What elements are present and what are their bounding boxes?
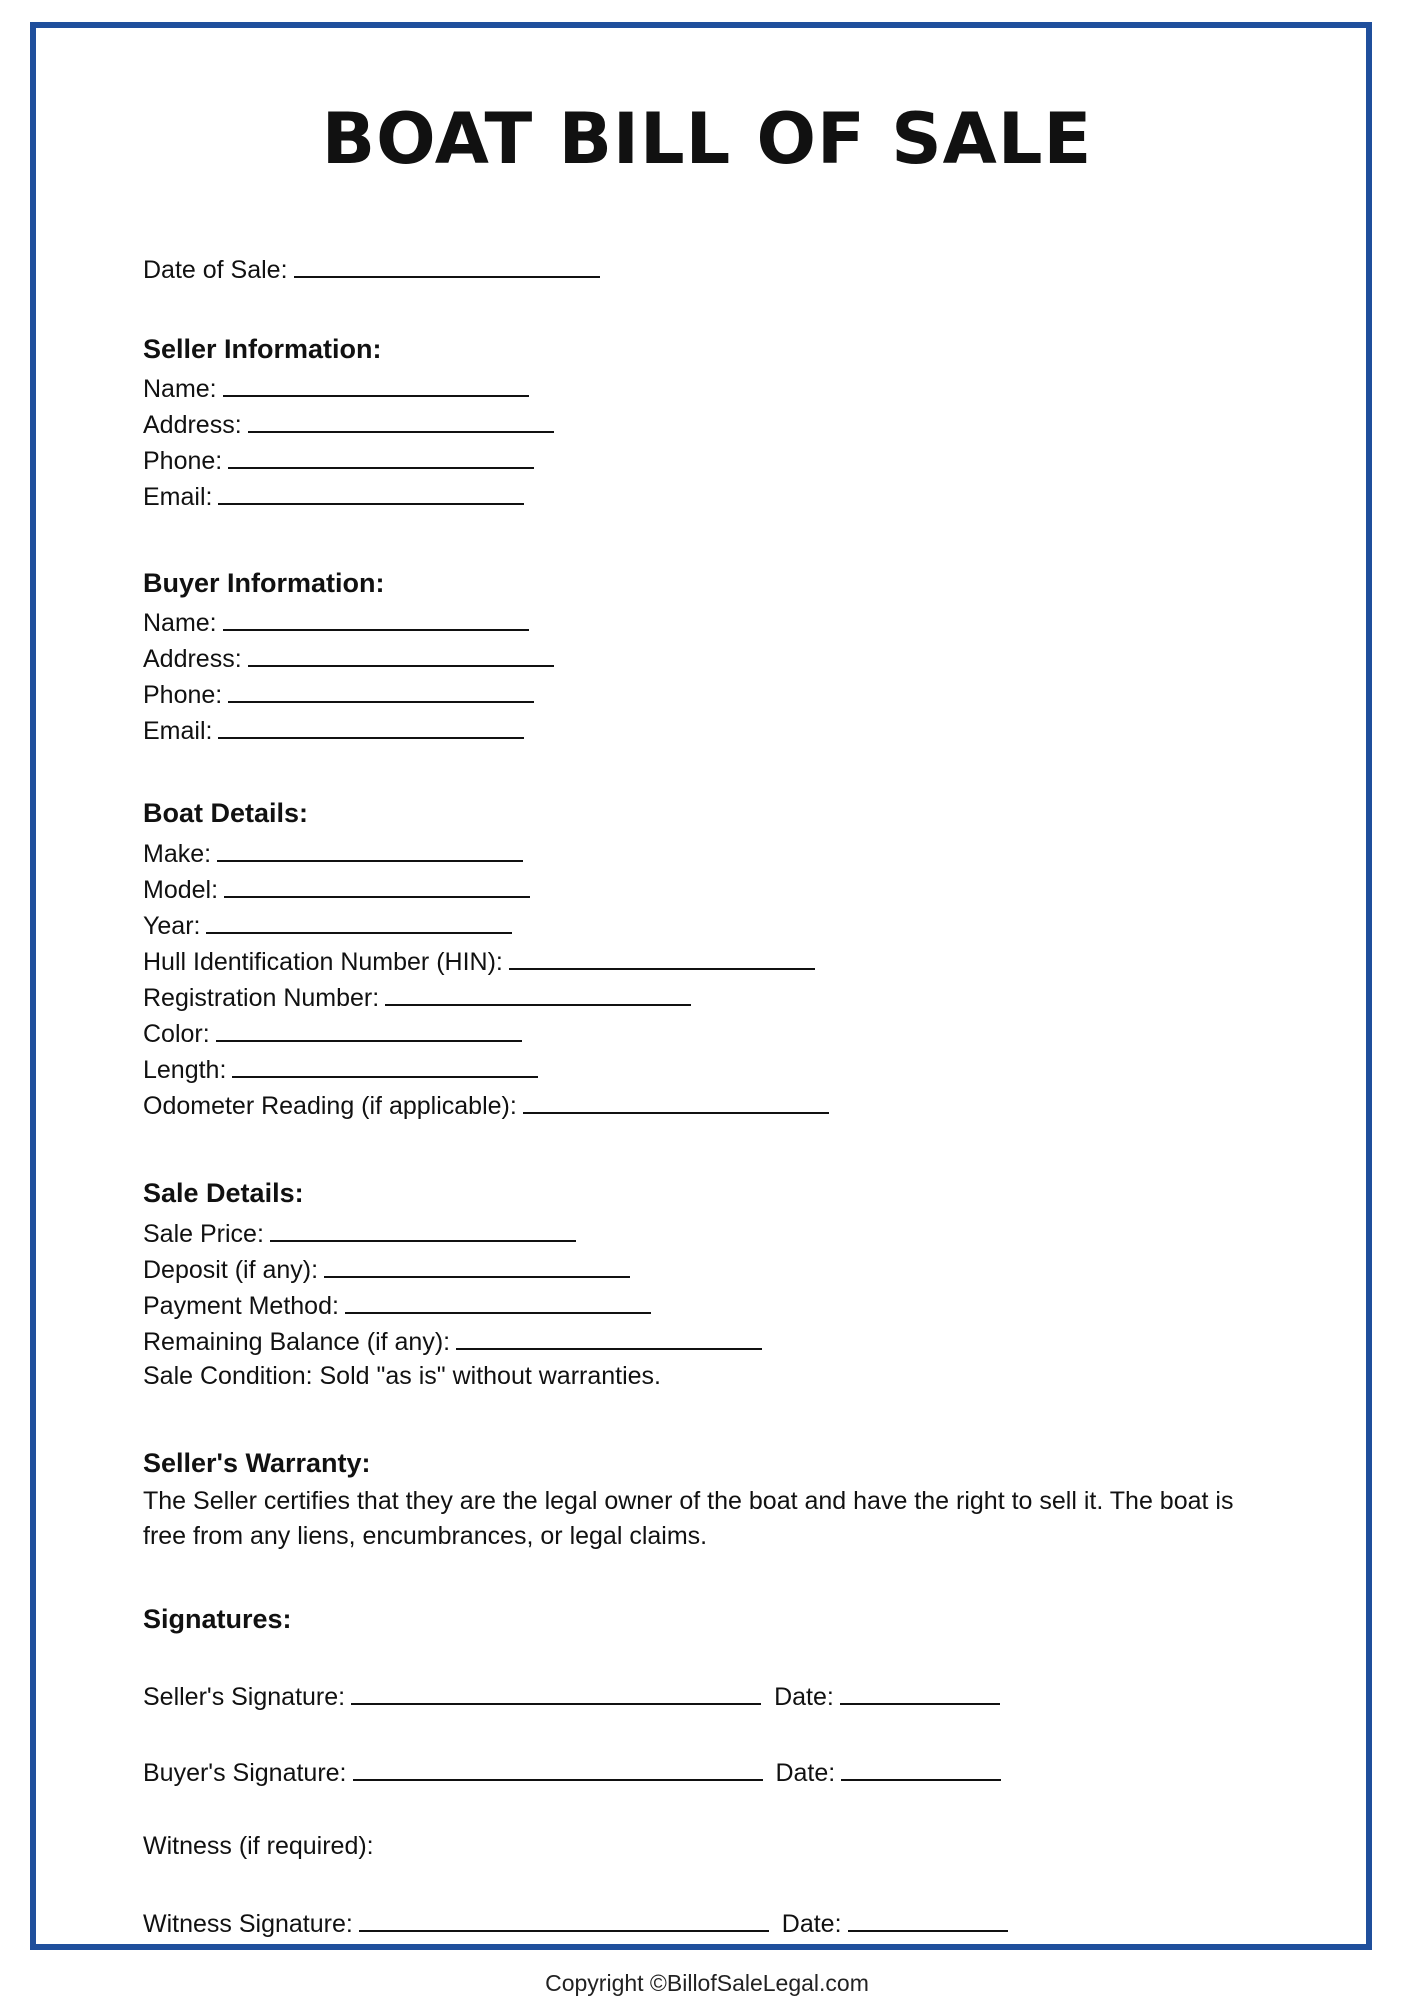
- seller-address-label: Address:: [143, 411, 242, 439]
- boat-year-field[interactable]: [206, 910, 512, 934]
- sale-deposit-label: Deposit (if any):: [143, 1256, 319, 1284]
- boat-hin-field[interactable]: [509, 946, 815, 970]
- seller-email-label: Email:: [143, 483, 213, 511]
- boat-model-label: Model:: [143, 876, 219, 904]
- boat-hin-row: [143, 946, 815, 977]
- boat-odometer-label: Odometer Reading (if applicable):: [143, 1092, 517, 1120]
- buyer-name-field[interactable]: [223, 607, 529, 631]
- seller-name-field[interactable]: [223, 373, 529, 397]
- seller-signature-label: Seller's Signature:: [143, 1683, 346, 1711]
- sale-price-row: [143, 1218, 576, 1249]
- buyer-address-row: [143, 643, 554, 674]
- sale-balance-row: [143, 1326, 762, 1357]
- buyer-date-field[interactable]: [841, 1757, 1001, 1781]
- buyer-signature-field[interactable]: [353, 1757, 763, 1781]
- seller-date-label: Date:: [774, 1683, 834, 1711]
- boat-year-label: Year:: [143, 912, 201, 940]
- sale-price-field[interactable]: [270, 1218, 576, 1242]
- witness-signature-field[interactable]: [359, 1908, 769, 1932]
- seller-phone-row: [143, 445, 534, 476]
- seller-email-row: [143, 481, 524, 512]
- buyer-email-field[interactable]: [218, 715, 524, 739]
- seller-heading: Seller Information:: [143, 334, 382, 364]
- buyer-heading: Buyer Information:: [143, 568, 385, 598]
- sale-condition: Sale Condition: Sold "as is" without warranties.: [143, 1362, 662, 1390]
- sale-heading: Sale Details:: [143, 1178, 304, 1208]
- warranty-text: The Seller certifies that they are the legal owner of the boat and have the right to sell it. The boat is free from any liens, encumbrances, or legal claims.: [143, 1487, 1234, 1550]
- buyer-phone-field[interactable]: [228, 679, 534, 703]
- boat-heading: Boat Details:: [143, 798, 309, 828]
- sale-deposit-field[interactable]: [324, 1254, 630, 1278]
- sale-payment-field[interactable]: [345, 1290, 651, 1314]
- seller-signature-row: [143, 1681, 1000, 1712]
- sale-balance-label: Remaining Balance (if any):: [143, 1328, 451, 1356]
- warranty-heading: Seller's Warranty:: [143, 1448, 371, 1478]
- witness-note: Witness (if required):: [143, 1832, 374, 1860]
- seller-name-label: Name:: [143, 375, 217, 403]
- buyer-signature-label: Buyer's Signature:: [143, 1759, 347, 1787]
- seller-date-field[interactable]: [840, 1681, 1000, 1705]
- date-of-sale-label: Date of Sale:: [143, 256, 288, 284]
- witness-date-field[interactable]: [848, 1908, 1008, 1932]
- boat-registration-row: [143, 982, 691, 1013]
- boat-color-label: Color:: [143, 1020, 210, 1048]
- copyright-footer: Copyright ©BillofSaleLegal.com: [545, 1970, 869, 1996]
- document-title: BOAT BILL OF SALE: [321, 98, 1093, 180]
- boat-make-label: Make:: [143, 840, 212, 868]
- buyer-signature-row: [143, 1757, 1001, 1788]
- buyer-name-label: Name:: [143, 609, 217, 637]
- boat-odometer-field[interactable]: [523, 1090, 829, 1114]
- witness-date-label: Date:: [781, 1910, 842, 1938]
- seller-email-field[interactable]: [218, 481, 524, 505]
- sale-payment-row: [143, 1290, 651, 1321]
- boat-make-field[interactable]: [217, 838, 523, 862]
- seller-phone-label: Phone:: [143, 447, 223, 475]
- boat-model-row: [143, 874, 530, 905]
- boat-make-row: [143, 838, 523, 869]
- seller-address-row: [143, 409, 554, 440]
- date-of-sale-field[interactable]: [294, 254, 600, 278]
- boat-color-row: [143, 1018, 522, 1049]
- boat-registration-label: Registration Number:: [143, 984, 380, 1012]
- boat-hin-label: Hull Identification Number (HIN):: [143, 948, 503, 976]
- boat-length-label: Length:: [143, 1056, 227, 1084]
- sale-deposit-row: [143, 1254, 630, 1285]
- witness-signature-label: Witness Signature:: [143, 1910, 353, 1938]
- sale-balance-field[interactable]: [456, 1326, 762, 1350]
- boat-odometer-row: [143, 1090, 829, 1121]
- buyer-email-row: [143, 715, 524, 746]
- signatures-heading: Signatures:: [143, 1604, 292, 1634]
- date-of-sale-row: [143, 254, 600, 285]
- sale-price-label: Sale Price:: [143, 1220, 264, 1248]
- sale-payment-label: Payment Method:: [143, 1292, 339, 1320]
- seller-address-field[interactable]: [248, 409, 554, 433]
- seller-phone-field[interactable]: [228, 445, 534, 469]
- buyer-email-label: Email:: [143, 717, 213, 745]
- buyer-address-field[interactable]: [248, 643, 554, 667]
- boat-length-field[interactable]: [232, 1054, 538, 1078]
- buyer-address-label: Address:: [143, 645, 242, 673]
- buyer-phone-label: Phone:: [143, 681, 223, 709]
- boat-year-row: [143, 910, 512, 941]
- witness-signature-row: [143, 1908, 1008, 1939]
- boat-registration-field[interactable]: [385, 982, 691, 1006]
- seller-name-row: [143, 373, 529, 404]
- boat-length-row: [143, 1054, 538, 1085]
- boat-color-field[interactable]: [216, 1018, 522, 1042]
- boat-model-field[interactable]: [224, 874, 530, 898]
- buyer-date-label: Date:: [775, 1759, 836, 1787]
- buyer-phone-row: [143, 679, 534, 710]
- seller-signature-field[interactable]: [351, 1681, 761, 1705]
- buyer-name-row: [143, 607, 529, 638]
